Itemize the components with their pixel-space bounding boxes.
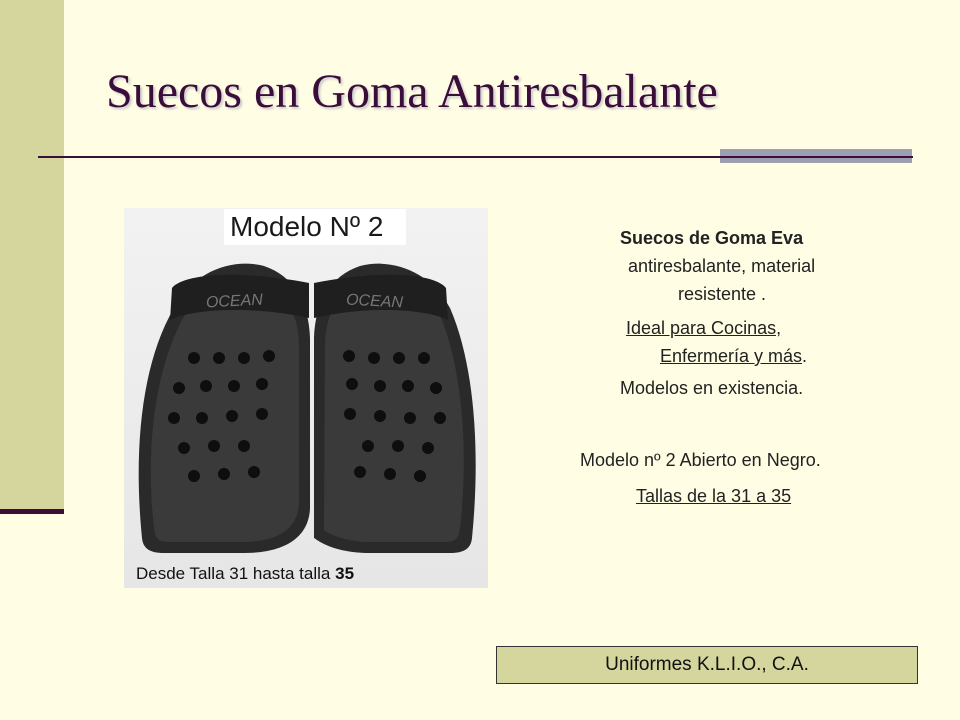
size-caption-max: 35 [335, 564, 355, 583]
title-rule-grey-top [720, 149, 912, 156]
left-band-rule [0, 509, 64, 514]
description-uses-link-1[interactable]: Ideal para Cocinas, [626, 318, 782, 338]
title-rule-grey-bottom [720, 158, 912, 163]
description-uses-line [660, 346, 807, 367]
left-strap-logo: OCEAN [205, 291, 264, 312]
model-label: Modelo Nº 2 [224, 209, 406, 245]
size-caption [136, 564, 354, 584]
slide-title: Suecos en Goma Antiresbalante [106, 65, 718, 118]
description-heading: Suecos de Goma Eva [620, 228, 804, 248]
right-clog [314, 264, 476, 553]
description-uses-link-2[interactable]: Enfermería y más [660, 346, 803, 366]
description-model: Modelo nº 2 Abierto en Negro. [580, 450, 821, 470]
left-accent-band [0, 0, 64, 512]
clogs-illustration [124, 208, 488, 588]
description-period: . [802, 346, 808, 366]
left-clog [139, 264, 310, 553]
description-stock: Modelos en existencia. [620, 378, 804, 398]
description-sizes-link[interactable]: Tallas de la 31 a 35 [636, 486, 792, 506]
right-strap-logo: OCEAN [345, 291, 404, 312]
description-line-2: antiresbalante, material [628, 256, 816, 276]
description-line-3: resistente . [678, 284, 767, 304]
size-caption-range: Desde Talla 31 hasta talla [136, 564, 336, 583]
footer-company: Uniformes K.L.I.O., C.A. [496, 646, 918, 684]
product-photo [124, 208, 488, 588]
